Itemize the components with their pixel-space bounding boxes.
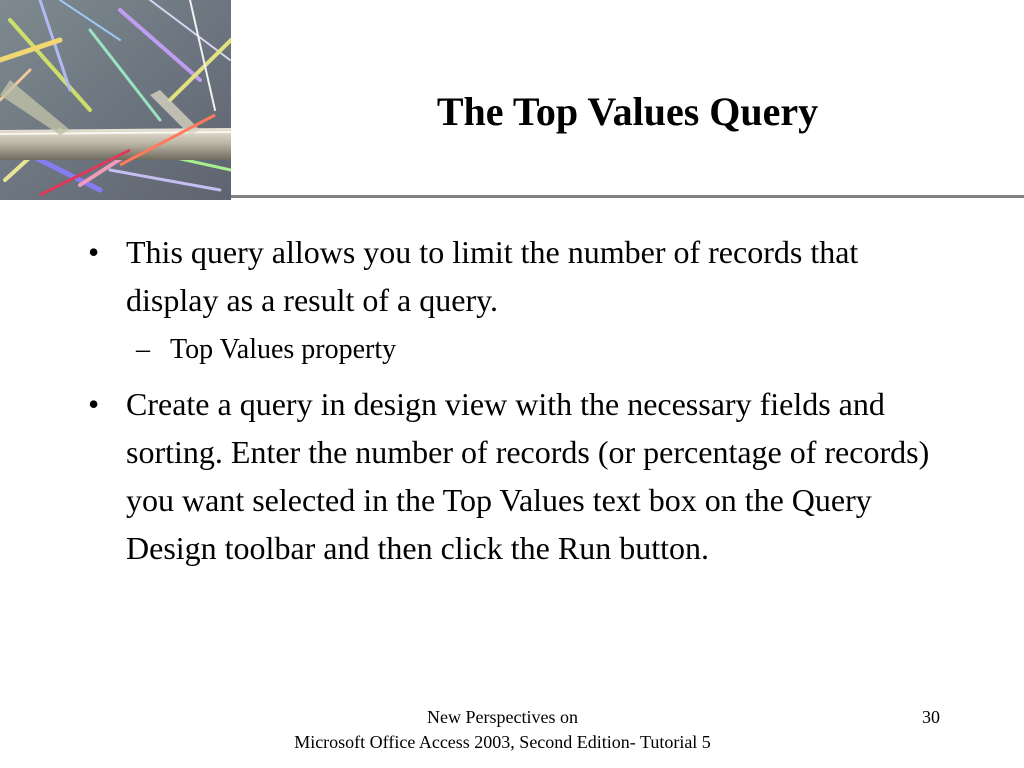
sub-bullet-item-1 [78,330,958,370]
bullet-item-1 [78,228,958,324]
decorative-corner-image [0,0,231,200]
bullet-text: This query allows you to limit the number of records that display as a result of a query. [126,234,859,318]
slide-number: 30 [922,707,940,727]
bullet-marker: • [88,234,100,270]
slide-content [78,228,958,572]
slide-title: The Top Values Query [436,89,819,134]
sub-bullet-marker: – [136,334,150,365]
bullet-marker: • [88,386,100,422]
title-divider-line [231,195,1024,198]
bullet-text: Create a query in design view with the necessary fields and sorting. Enter the number of records (or percentage of records) you want selected in the Top Values text box on the Query Design toolbar and then click the Run button. [126,386,930,566]
bullet-item-2 [78,380,958,572]
sub-bullet-text: Top Values property [170,334,397,365]
footer-line-1: New Perspectives on [427,707,578,727]
footer-text [250,705,755,755]
footer-line-2: Microsoft Office Access 2003, Second Edition- Tutorial 5 [294,732,711,752]
